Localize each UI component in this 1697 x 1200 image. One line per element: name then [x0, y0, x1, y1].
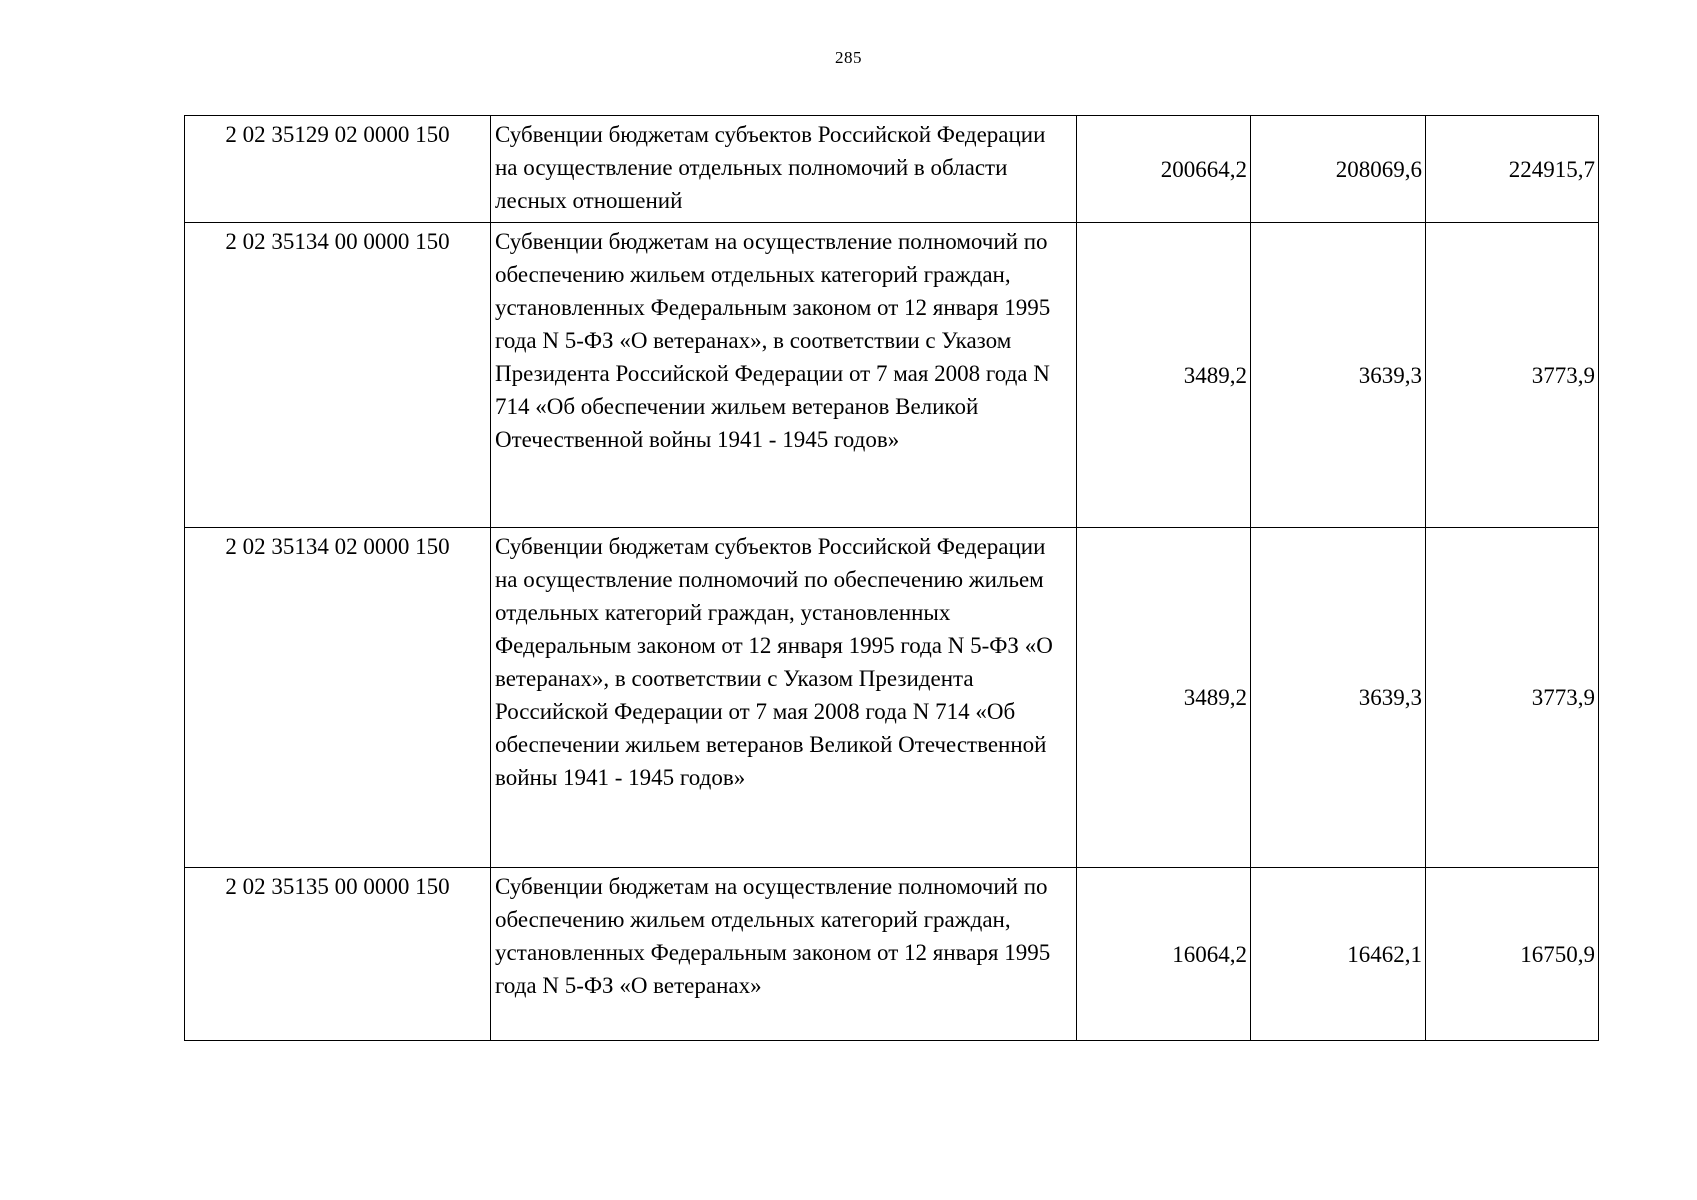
table-row [185, 223, 1599, 528]
budget-table [184, 115, 1599, 1041]
amount-year-1: 200664,2 [1077, 116, 1251, 223]
row-description [491, 528, 1077, 868]
amount-year-1: 16064,2 [1077, 868, 1251, 1041]
amount-year-2: 3639,3 [1251, 223, 1426, 528]
amount-year-3: 3773,9 [1426, 528, 1599, 868]
description-text: Субвенции бюджетам на осуществление полномочий по обеспечению жильем отдельных категорий граждан, установленных Федеральным законом от 12 января 1995 года N 5-ФЗ «О ветеранах», в соответствии с Указом Президента Российской Федерации от 7 мая 2008 года N 714 «Об обеспечении жильем ветеранов Великой Отечественной войны 1941 - 1945 годов» [495, 229, 1051, 452]
description-text: Субвенции бюджетам субъектов Российской Федерации на осуществление полномочий по обеспечению жильем отдельных категорий граждан, установленных Федеральным законом от 12 января 1995 года N 5-ФЗ «О ветеранах», в соответствии с Указом Президента Российской Федерации от 7 мая 2008 года N 714 «Об обеспечении жильем ветеранов Великой Отечественной войны 1941 - 1945 годов» [495, 534, 1053, 790]
table-row [185, 868, 1599, 1041]
page-number: 285 [835, 48, 862, 67]
amount-year-3: 3773,9 [1426, 223, 1599, 528]
amount-year-3: 16750,9 [1426, 868, 1599, 1041]
description-text: Субвенции бюджетам на осуществление полномочий по обеспечению жильем отдельных категорий граждан, установленных Федеральным законом от 12 января 1995 года N 5-ФЗ «О ветеранах» [495, 874, 1051, 998]
amount-year-2: 208069,6 [1251, 116, 1426, 223]
budget-code: 2 02 35129 02 0000 150 [185, 116, 491, 223]
amount-year-2: 3639,3 [1251, 528, 1426, 868]
row-description [491, 116, 1077, 223]
table-row [185, 528, 1599, 868]
amount-year-1: 3489,2 [1077, 528, 1251, 868]
budget-code: 2 02 35134 00 0000 150 [185, 223, 491, 528]
amount-year-3: 224915,7 [1426, 116, 1599, 223]
description-text: Субвенции бюджетам субъектов Российской Федерации на осуществление отдельных полномочий в области лесных отношений [495, 122, 1046, 213]
budget-code: 2 02 35134 02 0000 150 [185, 528, 491, 868]
table-row [185, 116, 1599, 223]
amount-year-2: 16462,1 [1251, 868, 1426, 1041]
row-description [491, 223, 1077, 528]
budget-code: 2 02 35135 00 0000 150 [185, 868, 491, 1041]
amount-year-1: 3489,2 [1077, 223, 1251, 528]
row-description [491, 868, 1077, 1041]
